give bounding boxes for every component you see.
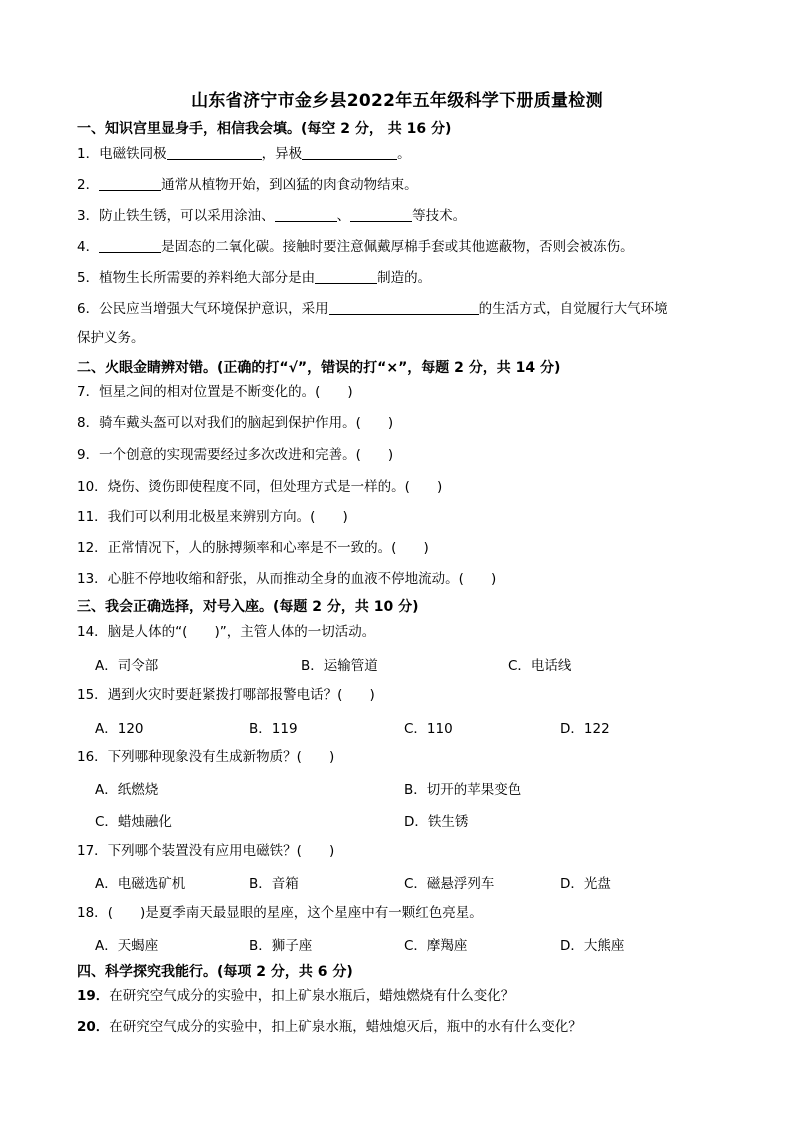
option-b[interactable]: B．运输管道 [301,658,378,674]
option-a[interactable]: A．120 [95,721,144,737]
option-b[interactable]: B．狮子座 [249,938,313,954]
answer-blank[interactable] [275,207,337,222]
option-a[interactable]: A．纸燃烧 [95,782,159,798]
question-16: 16．下列哪种现象没有生成新物质？( ) [77,749,335,765]
option-b[interactable]: B．119 [249,721,298,737]
question-number: 1． [77,146,100,162]
section-1-heading: 一、知识宫里显身手，相信我会填。(每空 2 分， 共 16 分) [77,121,452,137]
question-15: 15．遇到火灾时要赶紧拨打哪部报警电话？( ) [77,687,375,703]
answer-blank[interactable] [167,145,262,160]
question-6: 6．公民应当增强大气环境保护意识，采用 的生活方式，自觉履行大气环境 [77,301,668,317]
question-17: 17．下列哪个装置没有应用电磁铁？( ) [77,843,335,859]
section-4-heading: 四、科学探究我能行。(每项 2 分，共 6 分) [77,964,353,980]
question-8: 8．骑车戴头盔可以对我们的脑起到保护作用。( ) [77,415,394,431]
option-c[interactable]: C．110 [404,721,453,737]
question-number: 3． [77,208,100,224]
option-c[interactable]: C．电话线 [508,658,572,674]
question-18: 18．( )是夏季南天最显眼的星座，这个星座中有一颗红色亮星。 [77,905,483,921]
question-number: 5． [77,270,100,286]
option-b[interactable]: B．音箱 [249,876,299,892]
question-6-continued: 保护义务。 [77,330,145,346]
option-d[interactable]: D．铁生锈 [404,814,469,830]
option-c[interactable]: C．摩羯座 [404,938,468,954]
question-12: 12．正常情况下，人的脉搏频率和心率是不一致的。( ) [77,540,429,556]
page-title: 山东省济宁市金乡县2022年五年级科学下册质量检测 [191,91,603,111]
option-d[interactable]: D．122 [560,721,610,737]
answer-blank[interactable] [315,269,377,284]
question-number: 4． [77,239,100,255]
question-5: 5．植物生长所需要的养料绝大部分是由 制造的。 [77,270,432,286]
question-10: 10．烧伤、烫伤即使程度不同，但处理方式是一样的。( ) [77,479,443,495]
question-14: 14．脑是人体的“( )”，主管人体的一切活动。 [77,624,376,640]
question-3: 3．防止铁生锈，可以采用涂油、 、 等技术。 [77,208,467,224]
section-3-heading: 三、我会正确选择，对号入座。(每题 2 分，共 10 分) [77,599,419,615]
question-11: 11．我们可以利用北极星来辨别方向。( ) [77,509,348,525]
question-13: 13．心脏不停地收缩和舒张，从而推动全身的血液不停地流动。( ) [77,571,497,587]
answer-blank[interactable] [99,238,161,253]
option-c[interactable]: C．蜡烛融化 [95,814,172,830]
answer-blank[interactable] [302,145,397,160]
option-b[interactable]: B．切开的苹果变色 [404,782,522,798]
option-a[interactable]: A．电磁选矿机 [95,876,186,892]
option-a[interactable]: A．司令部 [95,658,159,674]
question-20: 20．在研究空气成分的实验中，扣上矿泉水瓶，蜡烛熄灭后，瓶中的水有什么变化？ [77,1019,582,1035]
question-number: 6． [77,301,100,317]
option-c[interactable]: C．磁悬浮列车 [404,876,495,892]
question-7: 7．恒星之间的相对位置是不断变化的。( ) [77,384,353,400]
question-9: 9．一个创意的实现需要经过多次改进和完善。( ) [77,447,394,463]
answer-blank[interactable] [329,300,479,315]
option-a[interactable]: A．天蝎座 [95,938,159,954]
question-19: 19．在研究空气成分的实验中，扣上矿泉水瓶后，蜡烛燃烧有什么变化？ [77,988,515,1004]
question-4: 4． 是固态的二氧化碳。接触时要注意佩戴厚棉手套或其他遮蔽物，否则会被冻伤。 [77,239,634,255]
option-d[interactable]: D．大熊座 [560,938,625,954]
question-2: 2． 通常从植物开始，到凶猛的肉食动物结束。 [77,177,418,193]
section-2-heading: 二、火眼金睛辨对错。(正确的打“√”，错误的打“×”，每题 2 分，共 14 分) [77,360,561,376]
question-1: 1．电磁铁同极 ，异极 。 [77,146,411,162]
answer-blank[interactable] [99,176,161,191]
question-number: 2． [77,177,100,193]
option-d[interactable]: D．光盘 [560,876,611,892]
answer-blank[interactable] [350,207,412,222]
